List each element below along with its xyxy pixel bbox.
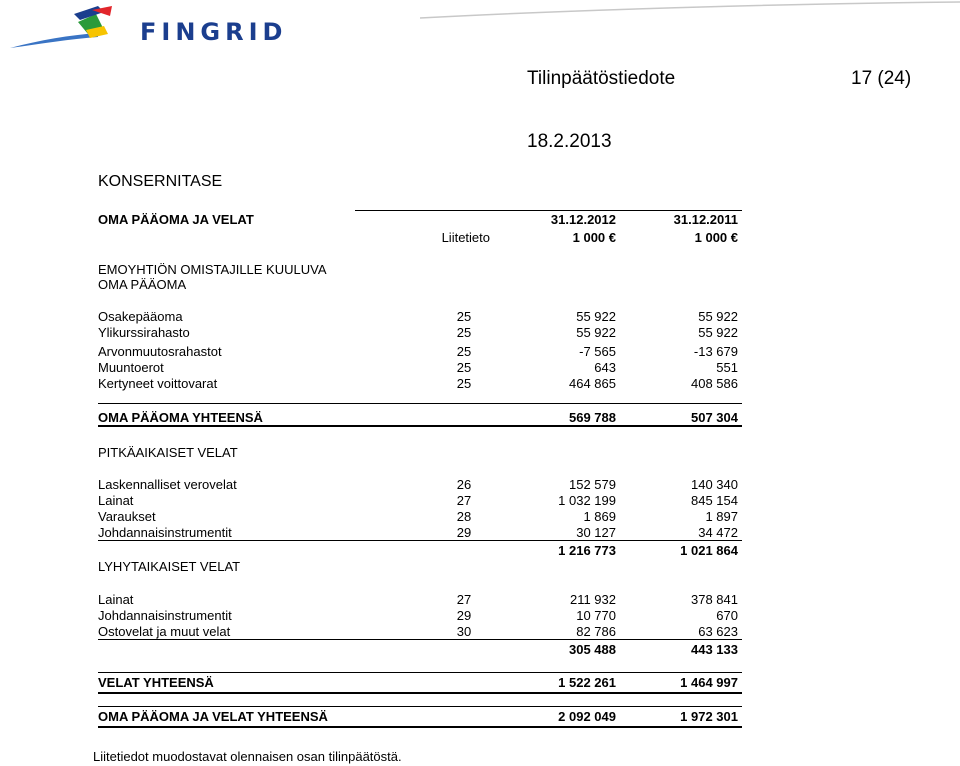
row-label: Muuntoerot xyxy=(98,360,164,375)
row-value-2011: 551 xyxy=(716,360,738,375)
equity-heading-line1: EMOYHTIÖN OMISTAJILLE KUULUVA xyxy=(98,262,327,277)
table-heading: OMA PÄÄOMA JA VELAT xyxy=(98,212,254,227)
row-note: 28 xyxy=(456,509,472,524)
document-date: 18.2.2013 xyxy=(527,131,612,152)
row-label: Lainat xyxy=(98,592,134,607)
row-label: Lainat xyxy=(98,493,134,508)
row-label: Ostovelat ja muut velat xyxy=(98,624,231,639)
row-value-2012: 10 770 xyxy=(576,608,616,623)
current-heading: LYHYTAIKAISET VELAT xyxy=(98,559,241,574)
table-top-rule xyxy=(355,210,742,211)
row-value-2011: 55 922 xyxy=(698,309,738,324)
row-value-2011: -13 679 xyxy=(693,344,738,359)
current-subtotal-rule xyxy=(98,639,742,640)
row-value-2011: 408 586 xyxy=(691,376,738,391)
equity-heading-line2: OMA PÄÄOMA xyxy=(98,277,187,292)
section-title: KONSERNITASE xyxy=(98,173,223,190)
row-value-2011: 670 xyxy=(716,608,738,623)
row-label: Arvonmuutosrahastot xyxy=(98,344,222,359)
row-label: Ylikurssirahasto xyxy=(98,325,190,340)
row-value-2011: 34 472 xyxy=(698,525,738,540)
row-value-2011: 55 922 xyxy=(698,325,738,340)
equity-total-label: OMA PÄÄOMA YHTEENSÄ xyxy=(98,410,263,425)
row-label: Kertyneet voittovarat xyxy=(98,376,218,391)
logo-text: FINGRID xyxy=(140,18,288,46)
equity-total-top-rule xyxy=(98,403,742,404)
row-value-2012: 55 922 xyxy=(576,309,616,324)
row-note: 29 xyxy=(456,525,472,540)
row-value-2011: 140 340 xyxy=(691,477,738,492)
column-2012: 31.12.2012 xyxy=(550,212,616,227)
row-value-2011: 1 897 xyxy=(705,509,738,524)
grand-total-top-rule xyxy=(98,706,742,707)
row-label: Laskennalliset verovelat xyxy=(98,477,237,492)
unit-2011: 1 000 € xyxy=(694,230,738,245)
document-title: Tilinpäätöstiedote xyxy=(527,68,676,89)
page-number: 17 (24) xyxy=(851,68,912,89)
row-value-2012: 55 922 xyxy=(576,325,616,340)
header-swoosh-line xyxy=(420,0,960,20)
row-value-2012: 211 932 xyxy=(569,592,616,607)
grand-total-bottom-rule xyxy=(98,726,742,728)
row-note: 25 xyxy=(456,376,472,391)
noncurrent-total-2012: 1 216 773 xyxy=(558,543,616,558)
row-value-2011: 845 154 xyxy=(691,493,738,508)
current-total-2012: 305 488 xyxy=(569,642,616,657)
liabilities-total-label: VELAT YHTEENSÄ xyxy=(98,675,214,690)
column-2011: 31.12.2011 xyxy=(673,212,738,227)
row-label: Johdannaisinstrumentit xyxy=(98,608,232,623)
grand-total-2011: 1 972 301 xyxy=(680,709,738,724)
row-value-2012: -7 565 xyxy=(579,344,616,359)
liabilities-total-bottom-rule xyxy=(98,692,742,694)
row-value-2012: 1 869 xyxy=(583,509,616,524)
row-note: 27 xyxy=(456,592,472,607)
row-value-2012: 464 865 xyxy=(569,376,616,391)
row-value-2012: 643 xyxy=(594,360,616,375)
footnote: Liitetiedot muodostavat olennaisen osan tilinpäätöstä. xyxy=(93,749,402,764)
row-label: Johdannaisinstrumentit xyxy=(98,525,232,540)
row-note: 26 xyxy=(456,477,472,492)
equity-total-2012: 569 788 xyxy=(569,410,616,425)
row-note: 30 xyxy=(456,624,472,639)
liabilities-total-2011: 1 464 997 xyxy=(680,675,738,690)
liabilities-total-top-rule xyxy=(98,672,742,673)
equity-total-2011: 507 304 xyxy=(691,410,738,425)
fingrid-logo xyxy=(0,0,300,50)
row-note: 27 xyxy=(456,493,472,508)
noncurrent-heading: PITKÄAIKAISET VELAT xyxy=(98,445,238,460)
grand-total-2012: 2 092 049 xyxy=(558,709,616,724)
row-value-2012: 1 032 199 xyxy=(558,493,616,508)
column-liitetieto: Liitetieto xyxy=(441,230,490,245)
noncurrent-total-2011: 1 021 864 xyxy=(680,543,738,558)
equity-total-bottom-rule xyxy=(98,425,742,427)
grand-total-label: OMA PÄÄOMA JA VELAT YHTEENSÄ xyxy=(98,709,328,724)
row-note: 25 xyxy=(456,344,472,359)
row-value-2011: 378 841 xyxy=(691,592,738,607)
row-note: 25 xyxy=(456,309,472,324)
row-value-2012: 82 786 xyxy=(576,624,616,639)
row-label: Varaukset xyxy=(98,509,156,524)
row-note: 29 xyxy=(456,608,472,623)
liabilities-total-2012: 1 522 261 xyxy=(558,675,616,690)
row-value-2012: 152 579 xyxy=(569,477,616,492)
row-note: 25 xyxy=(456,360,472,375)
row-value-2012: 30 127 xyxy=(576,525,616,540)
row-label: Osakepääoma xyxy=(98,309,183,324)
current-total-2011: 443 133 xyxy=(691,642,738,657)
row-value-2011: 63 623 xyxy=(698,624,738,639)
row-note: 25 xyxy=(456,325,472,340)
noncurrent-subtotal-rule xyxy=(98,540,742,541)
unit-2012: 1 000 € xyxy=(572,230,616,245)
